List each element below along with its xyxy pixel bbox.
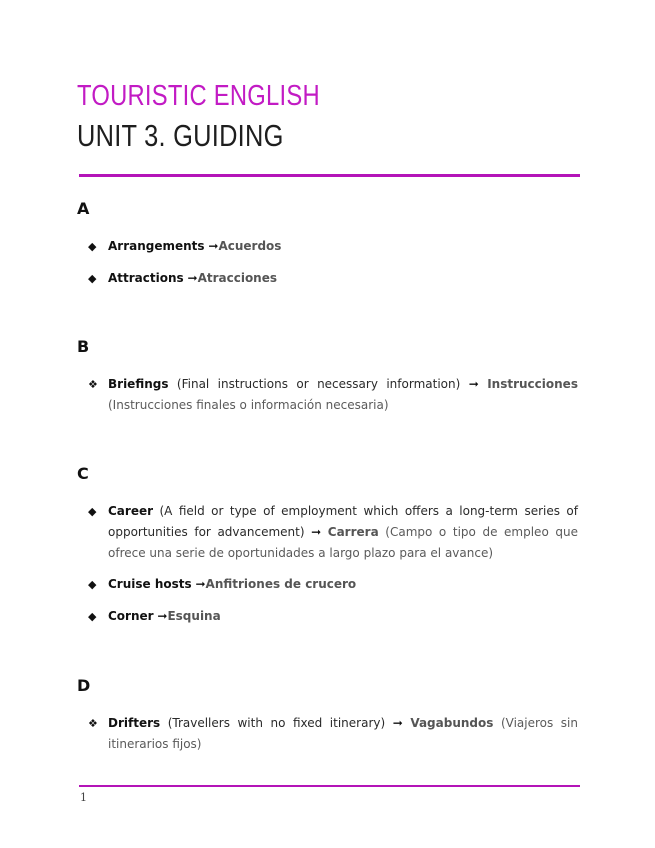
entry-translation: Atracciones	[197, 271, 278, 285]
arrow-icon: ➞	[392, 716, 403, 730]
bullet-icon: ❖	[88, 717, 98, 730]
entry-translation: Anfitriones de crucero	[205, 577, 357, 591]
entry-term: Corner	[108, 609, 154, 623]
glossary-entry	[88, 606, 578, 627]
entry-definition: (Final instructions or necessary information)	[176, 377, 461, 391]
document-subtitle: UNIT 3. GUIDING	[77, 118, 284, 153]
section-letter-a: A	[77, 199, 90, 218]
header-rule	[79, 174, 580, 177]
bullet-icon: ◆	[88, 240, 97, 253]
entry-term: Career	[108, 504, 154, 518]
glossary-entry	[88, 713, 578, 755]
arrow-icon: ➞	[195, 577, 206, 591]
section-letter-c: C	[77, 464, 89, 483]
arrow-icon: ➞	[187, 271, 198, 285]
bullet-icon: ❖	[88, 378, 98, 391]
glossary-entry	[88, 374, 578, 416]
section-letter-b: B	[77, 337, 90, 356]
glossary-entry	[88, 236, 578, 257]
bullet-icon: ◆	[88, 272, 97, 285]
entry-translation-definition: (Viajeros sin itinerarios fijos)	[108, 716, 578, 751]
footer-rule	[79, 785, 580, 787]
arrow-icon: ➞	[157, 609, 168, 623]
glossary-entry	[88, 501, 578, 564]
glossary-entry	[88, 268, 578, 289]
entry-translation: Vagabundos	[410, 716, 494, 730]
section-letter-d: D	[77, 676, 91, 695]
arrow-icon: ➞	[208, 239, 219, 253]
bullet-icon: ◆	[88, 610, 97, 623]
entry-translation: Carrera	[327, 525, 379, 539]
bullet-icon: ◆	[88, 505, 97, 518]
arrow-icon: ➞	[311, 525, 322, 539]
arrow-icon: ➞	[468, 377, 479, 391]
glossary-entry	[88, 574, 578, 595]
entry-translation: Esquina	[167, 609, 221, 623]
entry-term: Cruise hosts	[108, 577, 192, 591]
document-title: TOURISTIC ENGLISH	[77, 80, 320, 112]
entry-term: Arrangements	[108, 239, 205, 253]
entry-translation: Acuerdos	[218, 239, 282, 253]
entry-term: Attractions	[108, 271, 184, 285]
bullet-icon: ◆	[88, 578, 97, 591]
page-number: 1	[80, 791, 87, 804]
entry-translation: Instrucciones	[487, 377, 578, 391]
entry-term: Briefings	[108, 377, 169, 391]
entry-translation-definition: (Instrucciones finales o información necesaria)	[108, 398, 389, 412]
entry-definition: (Travellers with no fixed itinerary)	[167, 716, 386, 730]
entry-translation-definition: (Campo o tipo de empleo que ofrece una serie de oportunidades a largo plazo para el avance)	[108, 525, 578, 560]
entry-definition: (A field or type of employment which offers a long-term series of opportunities for advancement)	[108, 504, 578, 539]
entry-term: Drifters	[108, 716, 161, 730]
